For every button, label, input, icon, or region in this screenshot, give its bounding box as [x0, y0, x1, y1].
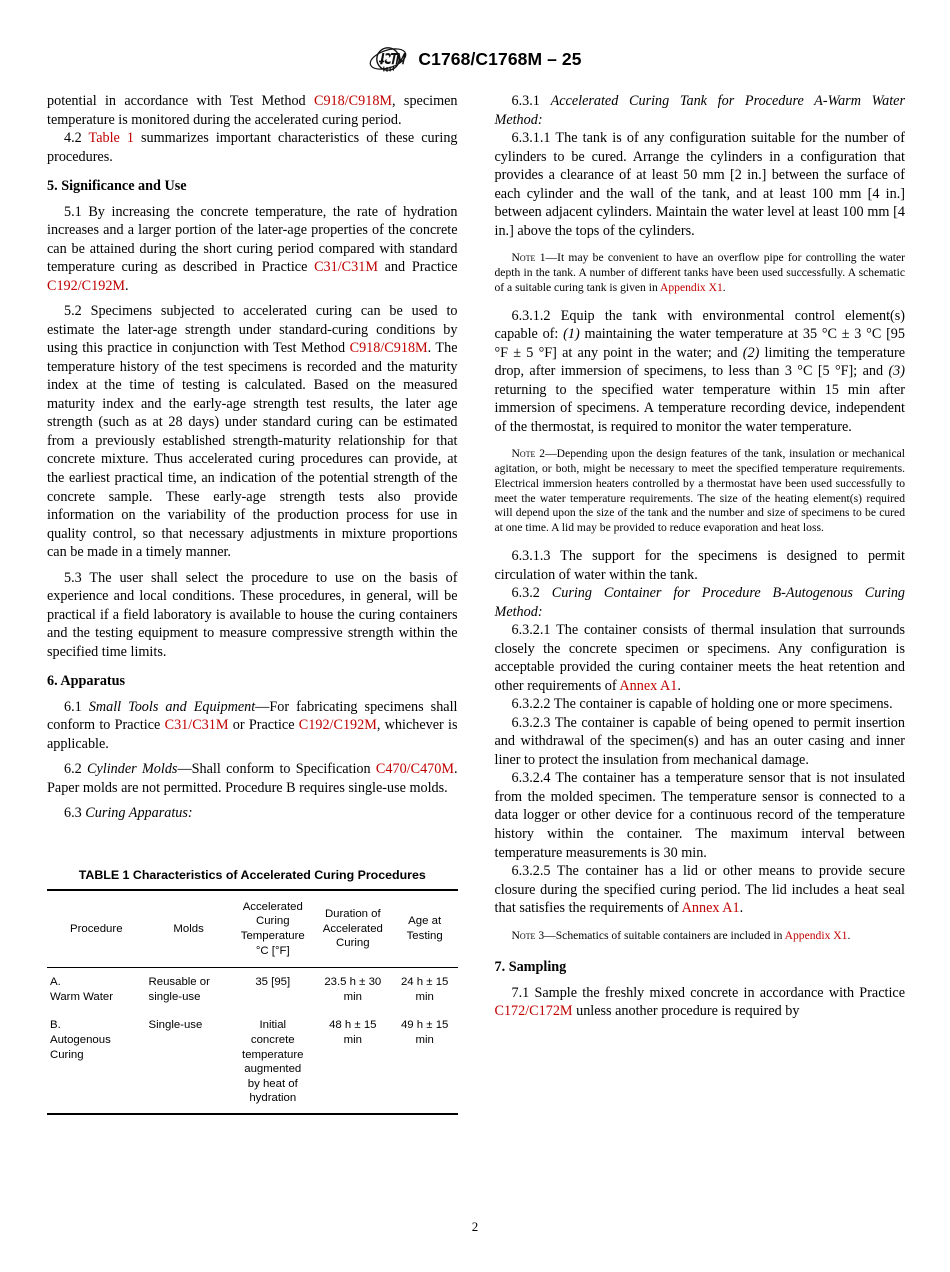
text-run: 6.3.1.2 Equip the tank with environmental control element(s) capable of: [494, 307, 905, 343]
clause-number: 6.2 [64, 761, 88, 778]
enumerator-3: (3) [888, 363, 905, 380]
paragraph-7-1 [495, 984, 906, 1021]
cell-line: by heat of [247, 1077, 298, 1090]
cell-line: min [343, 1034, 362, 1046]
standard-reference-link[interactable]: C31/C31M [314, 259, 378, 276]
text-run: . The temperature history of the test specimens is recorded and the maturity index at the time of testing is calculated. Based on the measured maturity index and the early-age strength test results, the later age strength (such as at 28 days) under standard curing can be estimated from a previously established strength-maturity relationship for that concrete mixture. Thus accelerated curing procedures can provide, at the earliest practical time, an indication of the potential strength of the concrete sample. These early-age strength tests also provide information on the variability of the production process for use in quality control, so that necessary adjustments in mixture proportions can be made in a timely manner. [47, 340, 458, 561]
appendix-reference-link[interactable]: Appendix X1 [660, 280, 723, 294]
cell-line: 24 h ± 15 [400, 976, 449, 989]
text-run: maintaining the water temperature at 35 °C ± 3 °C [95 °F ± 5 °F] at any point in the water; and [494, 326, 905, 361]
note-number: 3 [535, 928, 545, 942]
paragraph-5-3: 5.3 The user shall select the procedure to use on the basis of experience and local conditions. These procedures, in general, will be practical if a field laboratory is available to house the curing containers and the testing equipment to measure compressive strength within the specified time limits. [47, 569, 458, 660]
text-run: —For fabricating specimens shall conform to Practice [47, 698, 458, 734]
text-run: —Depending upon the design features of the tank, insulation or mechanical agitation, or both, might be necessary to meet the specified temperature requirements. Electrical immersion heaters controlled by a thermostat have been used successfully to meet the water temperature requirements. The size of the heating element(s) required will depend upon the size of the tank and the number and size of specimens to be cured at one time. A lid may be provided to reduce evaporation and heat loss. [494, 447, 906, 535]
clause-number: 6.3.2 [511, 585, 552, 602]
text-run: —It may be convenient to have an overflow pipe for controlling the water depth in the tank. A number of different tanks have been used successfully. A schematic of a suitable curing tank is given in [494, 251, 905, 294]
paragraph-6-2 [47, 760, 458, 797]
cell-line: 49 h ± 15 [400, 1019, 449, 1032]
table-1 [47, 889, 458, 1115]
note-label: Note [511, 251, 536, 265]
standard-reference-link[interactable]: C172/C172M [494, 1003, 573, 1020]
table-header-duration [314, 890, 392, 968]
cell-line: hydration [249, 1092, 297, 1105]
cell-line: 23.5 h ± 30 [324, 976, 382, 989]
paragraph-6-3-1-3: 6.3.1.3 The support for the specimens is designed to permit circulation of water within the tank. [494, 548, 905, 583]
text-run: and Practice [377, 259, 458, 276]
standard-reference-link[interactable]: C31/C31M [164, 717, 229, 734]
header-line: Curing [336, 937, 370, 950]
cell-molds [146, 968, 232, 1012]
annex-reference-link[interactable]: Annex A1 [681, 900, 740, 917]
table-1-header [47, 890, 458, 968]
table-header-temperature [232, 890, 314, 968]
term-italic: Small Tools and Equipment [88, 698, 256, 715]
note-label: Note [511, 447, 536, 461]
text-run: . [677, 677, 681, 694]
paragraph-4-1-continued [47, 92, 458, 129]
note-2 [495, 447, 906, 536]
appendix-reference-link[interactable]: Appendix X1 [784, 928, 848, 942]
standard-reference-link[interactable]: C918/C918M [314, 93, 393, 109]
cell-line: Initial [259, 1019, 287, 1032]
standard-reference-link[interactable]: C470/C470M [375, 761, 454, 778]
text-run: 5.1 By increasing the concrete temperature, the rate of hydration increases and a larger portion of the later-age properties of the concrete can be attained during the short curing period compared with standard temperature curing as described in Practice [47, 203, 458, 276]
cell-line: single-use [148, 990, 201, 1003]
cell-line: min [343, 990, 362, 1003]
clause-number: 6.1 [64, 698, 89, 715]
table-header-molds: Molds [173, 922, 204, 935]
text-run: . [125, 277, 129, 294]
cell-procedure [47, 968, 146, 1012]
cell-line: Autogenous [50, 1034, 111, 1046]
header-line: Testing [406, 930, 443, 943]
text-run: . [739, 900, 744, 917]
text-run: . [722, 280, 726, 294]
cell-line: concrete [250, 1034, 295, 1046]
paragraph-6-3-2-4: 6.3.2.4 The container has a temperature sensor that is not insulated from the molded specimen. The temperature sensor is connected to a data logger or other device for a continuous record of the temperature history within the container. The maximum interval between temperature measurements is 30 min. [494, 770, 905, 861]
cell-line: Single-use [148, 1019, 203, 1032]
paragraph-6-3 [47, 804, 458, 823]
note-label: Note [511, 928, 536, 942]
text-run: —Schematics of suitable containers are included in [544, 928, 785, 942]
cell-line: min [415, 1034, 434, 1046]
clause-number: 6.3.1 [511, 93, 551, 109]
text-run: . Paper molds are not permitted. Procedure B requires single-use molds. [47, 761, 458, 796]
annex-reference-link[interactable]: Annex A1 [619, 677, 678, 694]
cell-line: augmented [244, 1063, 302, 1076]
cell-line: B. [50, 1019, 61, 1032]
header-line: °C [°F] [255, 944, 290, 957]
text-run: potential in accordance with Test Method [47, 93, 314, 109]
astm-logo [368, 44, 408, 74]
paragraph-6-3-2-3: 6.3.2.3 The container is capable of being opened to permit insertion and withdrawal of the specimen(s) and has an outer casing and inner liner to protect the insulation from mechanical damage. [494, 714, 905, 768]
table-row [47, 1011, 458, 1114]
paragraph-6-3-1-2 [495, 307, 906, 437]
paragraph-6-3-2-2: 6.3.2.2 The container is capable of holding one or more specimens. [511, 696, 893, 713]
enumerator-2: (2) [742, 344, 760, 361]
clause-number: 4.2 [64, 130, 89, 147]
text-run: 7.1 Sample the freshly mixed concrete in accordance with Practice [511, 984, 905, 1001]
note-1 [495, 251, 906, 295]
paragraph-6-3-1-1: 6.3.1.1 The tank is of any configuration suitable for the number of cylinders to be cured. Arrange the cylinders in a configuration that provides a clearance of at least 50 mm [2 in.] between the surface of each cylinder and the wall of the tank, and at least 100 mm [4 in.] between adjacent cylinders. Maintain the water level at least 100 mm [4 in.] above the tops of the cylinders. [494, 130, 905, 239]
paragraph-4-2 [47, 129, 458, 166]
heading-7-sampling: 7. Sampling [494, 959, 567, 976]
text-run: unless another procedure is required by [572, 1003, 800, 1020]
paragraph-6-3-2-1 [495, 621, 906, 695]
header-line: Age at [408, 915, 442, 928]
header-line: Curing [255, 915, 290, 928]
page-masthead [0, 44, 950, 74]
cell-line: Curing [50, 1048, 84, 1061]
table-1-body [47, 968, 458, 1114]
cell-temperature [232, 1011, 314, 1114]
header-line: Accelerated [242, 900, 303, 913]
cell-age [392, 1011, 458, 1114]
text-run: limiting the temperature drop, after immersion of specimens, to less than 3 °C [5 °F]; and [494, 344, 905, 380]
text-run: , whichever is applicable. [47, 717, 458, 752]
standard-reference-link[interactable]: C192/C192M [298, 717, 377, 734]
clause-number: 6.3 [64, 805, 86, 822]
paragraph-6-1 [47, 698, 458, 754]
cell-line: A. [50, 976, 61, 989]
heading-6-apparatus: 6. Apparatus [47, 673, 126, 690]
table-header-procedure: Procedure [69, 922, 123, 935]
text-run: returning to the specified water temperature within 15 min after immersion of specimens. A temperature recording device, independent of the thermostat, is required to monitor the water temperature. [494, 381, 905, 435]
term-italic: Accelerated Curing Tank for Procedure A-Warm Water Method: [494, 93, 906, 128]
cell-line: temperature [242, 1048, 304, 1061]
standard-reference-link[interactable]: C918/C918M [349, 340, 428, 357]
cell-age [392, 968, 458, 1012]
cell-line: 35 [95] [255, 976, 291, 989]
paragraph-6-3-2 [495, 584, 906, 621]
cell-line: Reusable or [148, 976, 210, 989]
table-reference-link[interactable]: Table 1 [88, 130, 134, 147]
table-1-title: TABLE 1 Characteristics of Accelerated Curing Procedures [78, 867, 426, 882]
note-number: 1 [535, 251, 546, 265]
text-run: summarizes important characteristics of these curing procedures. [47, 130, 458, 165]
header-line: Temperature [240, 930, 305, 943]
term-italic: Cylinder Molds [87, 761, 178, 778]
term-italic: Curing Apparatus: [85, 805, 193, 822]
paragraph-5-1 [47, 203, 458, 296]
paragraph-6-3-2-5 [495, 862, 906, 918]
text-run: or Practice [228, 717, 299, 734]
page-number: 2 [471, 1219, 479, 1234]
cell-line: min [415, 990, 434, 1003]
table-1-container [47, 868, 458, 1115]
document-designation: C1768/C1768M – 25 [418, 48, 582, 69]
enumerator-1: (1) [563, 326, 580, 343]
header-line: Duration of [324, 908, 381, 921]
cell-temperature [232, 968, 314, 1012]
table-header-age [392, 890, 458, 968]
header-line: Accelerated [322, 922, 383, 935]
cell-line: Warm Water [50, 990, 114, 1003]
text-run: , specimen temperature is monitored during the accelerated curing period. [47, 93, 458, 128]
right-column [495, 92, 906, 1115]
paragraph-6-3-1 [495, 92, 906, 129]
term-italic: Curing Container for Procedure B-Autogenous Curing Method: [494, 585, 906, 620]
cell-duration [314, 1011, 392, 1114]
text-run: —Shall conform to Specification [177, 761, 376, 778]
heading-5-significance-and-use: 5. Significance and Use [47, 178, 187, 195]
standard-reference-link[interactable]: C192/C192M [47, 277, 126, 294]
text-run: 5.2 Specimens subjected to accelerated curing can be used to estimate the later-age strength under standard-curing conditions by using this practice in conjunction with Test Method [47, 303, 458, 357]
left-column [47, 92, 458, 1115]
table-row [47, 968, 458, 1012]
note-number: 2 [535, 447, 546, 461]
cell-procedure [47, 1011, 146, 1114]
cell-duration [314, 968, 392, 1012]
cell-line: 48 h ± 15 [329, 1019, 377, 1032]
body-columns [47, 92, 905, 1115]
table-header-row [47, 890, 458, 968]
note-3 [495, 929, 906, 944]
text-run: . [847, 928, 851, 942]
text-run: 6.3.2.5 The container has a lid or other means to provide secure closure during the specified curing period. The lid includes a heat seal that satisfies the requirements of [494, 863, 905, 917]
cell-molds [146, 1011, 232, 1114]
text-run: 6.3.2.1 The container consists of thermal insulation that surrounds closely the concrete specimen or specimens. Any configuration is acceptable provided the curing container meets the heat retention and other requirements of [494, 622, 905, 694]
paragraph-5-2 [47, 302, 458, 561]
